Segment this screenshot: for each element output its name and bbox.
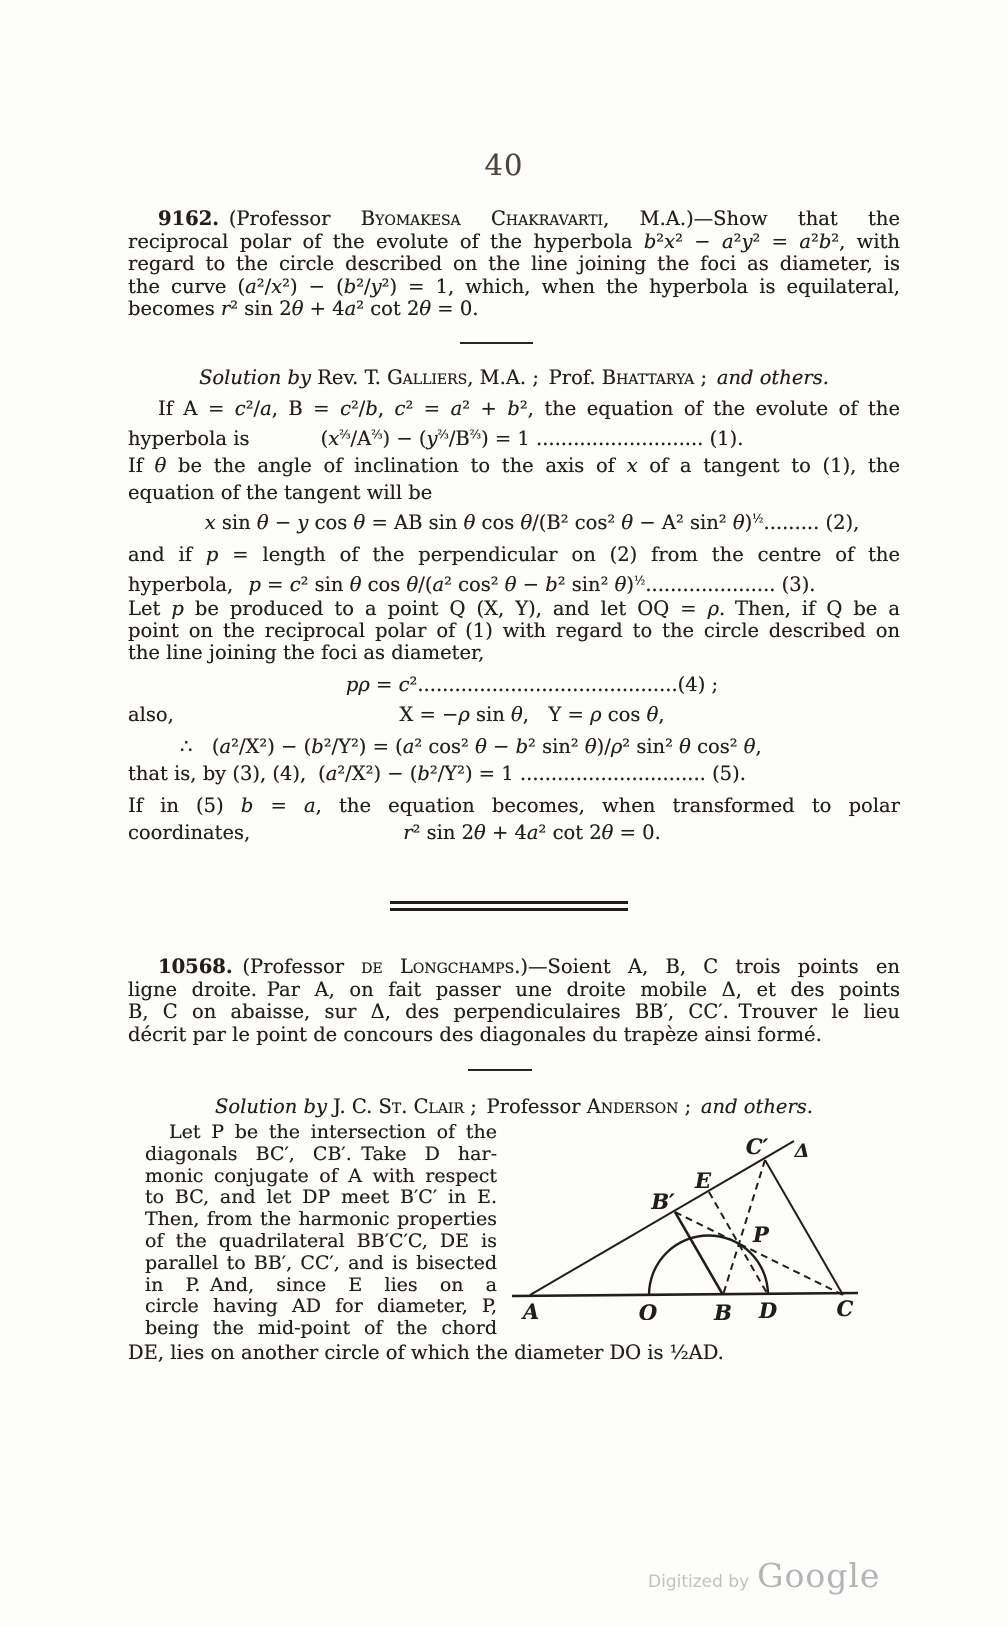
- digitized-by-text: Digitized by: [648, 1572, 750, 1592]
- solution-10568-byline: Solution by J. C. St. Clair ; Professor Anderson ; and others.: [215, 1095, 813, 1118]
- double-rule-divider: [390, 901, 628, 911]
- solution-line: Let p be produced to a point Q (X, Y), and let OQ = ρ. Then, if Q be a: [128, 597, 900, 620]
- page-number: 40: [484, 148, 524, 182]
- solution-line: to BC, and let DP meet B′C′ in E.: [145, 1186, 497, 1209]
- solution-line: parallel to BB′, CC′, and is bisected: [145, 1251, 497, 1274]
- segment-C-Cprime: [765, 1160, 843, 1295]
- equation-3-row: [128, 574, 900, 596]
- mobile-line-delta: [530, 1141, 794, 1295]
- problem-9162-line: becomes r² sin 2θ + 4a² cot 2θ = 0.: [128, 297, 479, 321]
- figure-label-E: E: [694, 1168, 712, 1193]
- equation-final: r² sin 2θ + 4a² cot 2θ = 0.: [403, 821, 661, 844]
- solution-line: circle having AD for diameter, P,: [145, 1295, 497, 1318]
- equation-1-label: hyperbola is: [128, 427, 250, 450]
- figure-label-O: O: [638, 1300, 658, 1320]
- equation-1: $(x^{\frac{2}{3}}/A^{\frac{2}{3}}) - (y^{\frac{2}{3}}/B^{\frac{2}{3}}) = 1$ ........................... (1).: [320, 427, 744, 450]
- solution-line: monic conjugate of A with respect: [145, 1164, 497, 1187]
- google-watermark: [648, 1556, 880, 1595]
- equation-4: pρ = c²..........................................(4) ;: [345, 673, 719, 696]
- solution-line: If θ be the angle of inclination to the axis of x of a tangent to (1), the: [128, 454, 900, 477]
- figure-label-B: B: [714, 1300, 732, 1320]
- figure-label-P: P: [753, 1222, 769, 1247]
- figure-label-C: C: [836, 1296, 854, 1320]
- equation-xy: X = −ρ sin θ, Y = ρ cos θ,: [399, 703, 665, 726]
- equation-xy-label: also,: [128, 703, 174, 726]
- problem-9162: [128, 208, 900, 321]
- solution-line: point on the reciprocal polar of (1) with regard to the circle described on: [128, 619, 900, 642]
- equation-1-row: [128, 428, 900, 450]
- solution-line: If in (5) b = a, the equation becomes, when transformed to polar: [128, 794, 900, 817]
- equation-3: p = c² sin θ cos θ/(a² cos² θ − b² sin² θ)$^{\frac{1}{2}}$..................... (3).: [248, 573, 816, 596]
- solution-line: and if p = length of the perpendicular on (2) from the centre of the: [128, 543, 900, 566]
- problem-10568-line: 10568. (Professor de Longchamps.)—Soient A, B, C trois points en: [158, 955, 900, 978]
- solution-line: the line joining the foci as diameter,: [128, 641, 485, 664]
- equation-5-row: [128, 763, 900, 785]
- baseline-A-to-C: [512, 1293, 858, 1296]
- problem-9162-line: regard to the circle described on the line joining the foci as diameter, is: [128, 252, 900, 276]
- geometry-figure: [500, 1128, 872, 1320]
- equation-xy-row: [128, 704, 900, 726]
- figure-label-D: D: [758, 1298, 778, 1320]
- figure-label-delta: Δ: [794, 1140, 810, 1162]
- problem-10568-line: ligne droite. Par A, on fait passer une droite mobile Δ, et des points: [128, 977, 900, 1001]
- equation-2: x sin θ − y cos θ = AB sin θ cos θ/(B² cos² θ − A² sin² θ)$^{\frac{1}{2}}$......... (2),: [204, 511, 860, 534]
- equation-final-label: coordinates,: [128, 821, 251, 844]
- equation-4-row: [128, 674, 900, 696]
- solution-9162: [128, 398, 900, 844]
- equation-3-label: hyperbola,: [128, 573, 234, 596]
- solution-9162-byline: Solution by Rev. T. Galliers, M.A. ; Prof. Bhattarya ; and others.: [199, 366, 829, 389]
- equation-therefore-row: ∴ (a²/X²) − (b²/Y²) = (a² cos² θ − b² sin² θ)/ρ² sin² θ cos² θ,: [180, 735, 762, 758]
- solution-line: of the quadrilateral BB′C′C, DE is: [145, 1229, 497, 1252]
- solution-line: in P. And, since E lies on a: [145, 1273, 497, 1296]
- solution-line: being the mid-point of the chord: [145, 1317, 497, 1340]
- figure-label-A: A: [522, 1299, 540, 1320]
- problem-10568-line: B, C on abaisse, sur Δ, des perpendiculaires BB′, CC′. Trouver le lieu: [128, 1000, 900, 1024]
- problem-9162-line: the curve (a²/x²) − (b²/y²) = 1, which, when the hyperbola is equilateral,: [128, 274, 900, 298]
- solution-line: Let P be the intersection of the: [169, 1121, 497, 1143]
- problem-9162-line: reciprocal polar of the evolute of the hyperbola b²x² − a²y² = a²b², with: [128, 229, 900, 253]
- figure-label-C-prime: C′: [745, 1134, 769, 1159]
- section-divider: [460, 342, 533, 344]
- solution-line: If A = c²/a, B = c²/b, c² = a² + b², the equation of the evolute of the: [158, 397, 900, 420]
- equation-2-row: [128, 512, 900, 534]
- equation-final-row: [128, 822, 900, 844]
- equation-5: (a²/X²) − (b²/Y²) = 1 .............................. (5).: [318, 762, 746, 785]
- problem-9162-line: 9162. (Professor Byomakesa Chakravarti, M.A.)—Show that the: [158, 207, 900, 230]
- problem-10568: [128, 956, 900, 1046]
- figure-label-B-prime: B′: [651, 1189, 675, 1214]
- google-logo: Google: [757, 1556, 881, 1595]
- section-divider: [468, 1069, 532, 1071]
- problem-10568-line: décrit par le point de concours des diagonales du trapèze ainsi formé.: [128, 1022, 822, 1046]
- solution-10568-last-line: DE, lies on another circle of which the diameter DO is ½AD.: [128, 1341, 724, 1364]
- solution-10568-column: [145, 1122, 497, 1340]
- solution-line: Then, from the harmonic properties: [145, 1208, 497, 1231]
- solution-line: equation of the tangent will be: [128, 481, 433, 504]
- equation-5-label: that is, by (3), (4),: [128, 762, 307, 785]
- solution-line: diagonals BC′, CB′. Take D har-: [145, 1142, 497, 1165]
